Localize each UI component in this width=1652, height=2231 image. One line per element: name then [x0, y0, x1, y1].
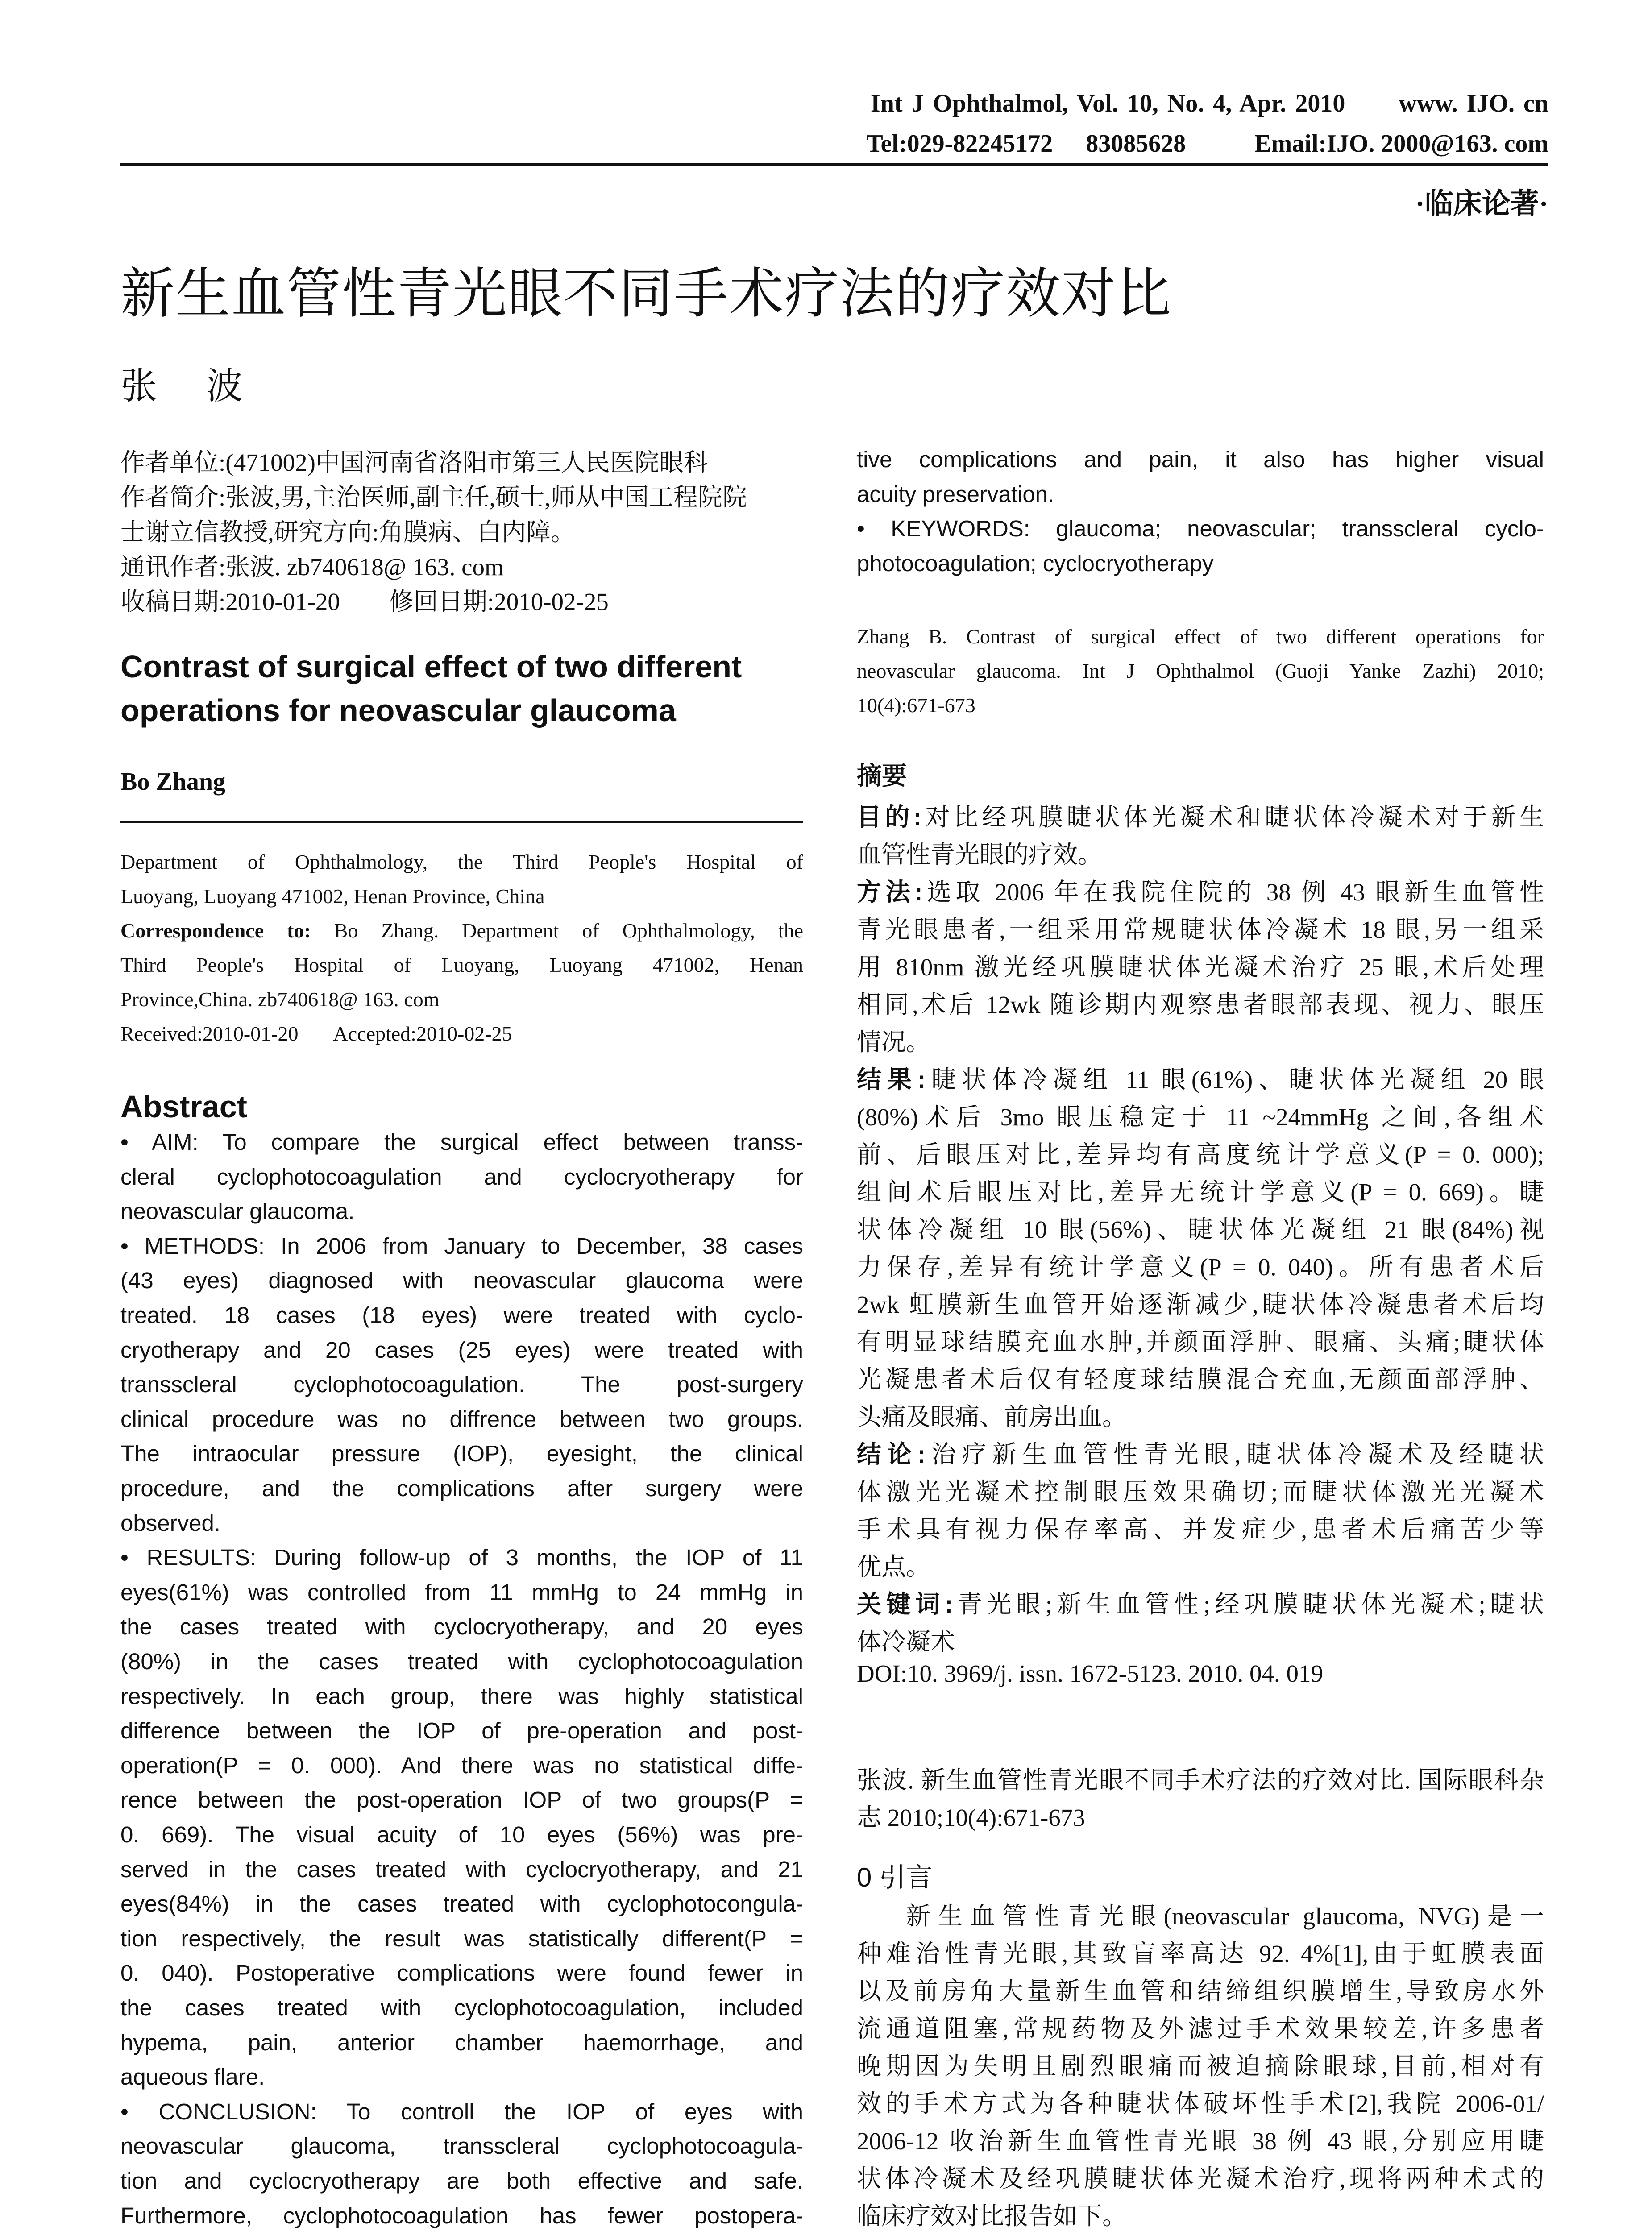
- journal-contact-line: [866, 129, 1548, 158]
- intro-line: 状体冷凝术及经巩膜睫状体光凝术治疗,现将两种术式的: [857, 2165, 1544, 2192]
- abstract-line: the cases treated with cyclocryotherapy, and 20 eyes: [120, 1614, 803, 1640]
- section-tag: ·临床论著·: [1415, 188, 1548, 220]
- citation-cn-line: 志 2010;10(4):671-673: [857, 1804, 1085, 1831]
- abstract-line: tive complications and pain, it also has higher visual: [857, 447, 1544, 472]
- header-rule: [120, 163, 1548, 166]
- zhaiyao-line: 情况。: [857, 1028, 931, 1056]
- intro-line: 新生血管性青光眼(neovascular glaucoma, NVG)是一: [906, 1903, 1544, 1930]
- abstract-line: tion respectively, the result was statistically different(P =: [120, 1925, 803, 1951]
- author-rule: [120, 821, 803, 823]
- zhaiyao-section-label: 结论:: [857, 1440, 926, 1468]
- abstract-heading: Abstract: [120, 1089, 247, 1124]
- journal-issue: Int J Ophthalmol, Vol. 10, No. 4, Apr. 2010: [870, 90, 1345, 117]
- zhaiyao-line: 优点。: [857, 1553, 931, 1580]
- affiliation-en-line: Department of Ophthalmology, the Third People's Hospital of: [120, 850, 803, 873]
- zhaiyao-section-label: 目的:: [857, 803, 922, 831]
- abstract-line: tion and cyclocryotherapy are both effective and safe.: [120, 2168, 803, 2194]
- zhaiyao-line: 用 810nm 激光经巩膜睫状体光凝术治疗 25 眼,术后处理: [857, 954, 1544, 981]
- affiliation-en-line: Province,China. zb740618@ 163. com: [120, 988, 440, 1011]
- zhaiyao-line: 有明显球结膜充血水肿,并颜面浮肿、眼痛、头痛;睫状体: [857, 1328, 1544, 1356]
- abstract-line: cleral cyclophotocoagulation and cyclocryotherapy for: [120, 1164, 803, 1190]
- abstract-line: • RESULTS: During follow-up of 3 months, the IOP of 11: [120, 1545, 803, 1571]
- abstract-line: (80%) in the cases treated with cyclophotocoagulation: [120, 1649, 803, 1674]
- abstract-line: rence between the post-operation IOP of two groups(P =: [120, 1787, 803, 1813]
- author-en: Bo Zhang: [120, 768, 225, 796]
- abstract-line: served in the cases treated with cyclocryotherapy, and 21: [120, 1856, 803, 1882]
- journal-email: Email:IJO. 2000@163. com: [1254, 130, 1548, 158]
- zhaiyao-section-label: 结果:: [857, 1066, 926, 1093]
- abstract-line: • CONCLUSION: To controll the IOP of eyes with: [120, 2098, 803, 2124]
- abstract-line: eyes(61%) was controlled from 11 mmHg to 24 mmHg in: [120, 1579, 803, 1605]
- zhaiyao-heading: 摘要: [857, 762, 907, 790]
- abstract-line: clinical procedure was no diffrence between two groups.: [120, 1406, 803, 1432]
- abstract-line: neovascular glaucoma, transscleral cyclophotocoagula-: [120, 2133, 803, 2159]
- journal-citation-line: [871, 89, 1548, 118]
- abstract-line: procedure, and the complications after surgery were: [120, 1476, 803, 1501]
- paper-title-en-line: operations for neovascular glaucoma: [120, 693, 676, 728]
- abstract-line: • AIM: To compare the surgical effect between transs-: [120, 1129, 803, 1155]
- citation-cn-line: 张波. 新生血管性青光眼不同手术疗法的疗效对比. 国际眼科杂: [857, 1767, 1544, 1794]
- zhaiyao-line: 体激光光凝术控制眼压效果确切;而睫状体激光光凝术: [857, 1478, 1544, 1505]
- correspondence-label: Correspondence to:: [120, 919, 311, 942]
- intro-heading: 0 引言: [857, 1862, 933, 1892]
- abstract-line: photocoagulation; cyclocryotherapy: [857, 550, 1214, 576]
- citation-en-line: neovascular glaucoma. Int J Ophthalmol (Guoji Yanke Zazhi) 2010;: [857, 659, 1544, 682]
- abstract-line: eyes(84%) in the cases treated with cyclophotocongula-: [120, 1891, 803, 1917]
- abstract-line: hypema, pain, anterior chamber haemorrhage, and: [120, 2029, 803, 2055]
- zhaiyao-line: 状体冷凝组 10 眼(56%)、睫状体光凝组 21 眼(84%)视: [857, 1216, 1544, 1243]
- zhaiyao-line: 目的:对比经巩膜睫状体光凝术和睫状体冷凝术对于新生: [857, 803, 1544, 831]
- zhaiyao-line: 相同,术后 12wk 随诊期内观察患者眼部表现、视力、眼压: [857, 991, 1544, 1018]
- abstract-line: observed.: [120, 1510, 220, 1536]
- affiliation-en-line: Luoyang, Luoyang 471002, Henan Province, China: [120, 885, 545, 908]
- intro-line: 临床疗效对比报告如下。: [857, 2202, 1127, 2230]
- zhaiyao-line: 结论:治疗新生血管性青光眼,睫状体冷凝术及经睫状: [857, 1440, 1544, 1468]
- intro-line: 流通道阻塞,常规药物及外滤过手术效果较差,许多患者: [857, 2015, 1544, 2042]
- abstract-line: treated. 18 cases (18 eyes) were treated with cyclo-: [120, 1302, 803, 1328]
- intro-line: 效的手术方式为各种睫状体破坏性手术[2],我院 2006-01/: [857, 2090, 1544, 2117]
- intro-line: 2006-12 收治新生血管性青光眼 38 例 43 眼,分别应用睫: [857, 2127, 1544, 2155]
- zhaiyao-line: 青光眼患者,一组采用常规睫状体冷凝术 18 眼,另一组采: [857, 916, 1544, 943]
- journal-tel: Tel:029-82245172: [866, 130, 1053, 158]
- affiliation-en-line: Received:2010-01-20 Accepted:2010-02-25: [120, 1022, 512, 1045]
- zhaiyao-section-label: 关键词:: [857, 1590, 953, 1618]
- abstract-line: Furthermore, cyclophotocoagulation has fewer postopera-: [120, 2202, 803, 2228]
- citation-en-line: 10(4):671-673: [857, 694, 975, 717]
- affiliation-en-line: Correspondence to: Bo Zhang. Department of Ophthalmology, the: [120, 919, 803, 942]
- zhaiyao-line: 前、后眼压对比,差异均有高度统计学意义(P = 0. 000);: [857, 1141, 1544, 1168]
- zhaiyao-line: 头痛及眼痛、前房出血。: [857, 1403, 1127, 1431]
- abstract-line: 0. 040). Postoperative complications were found fewer in: [120, 1960, 803, 1986]
- affiliation-cn-line: 作者简介:张波,男,主治医师,副主任,硕士,师从中国工程院院: [120, 484, 747, 511]
- zhaiyao-line: (80%)术后 3mo 眼压稳定于 11 ~24mmHg 之间,各组术: [857, 1103, 1544, 1131]
- abstract-line: The intraocular pressure (IOP), eyesight, the clinical: [120, 1441, 803, 1467]
- zhaiyao-line: 体冷凝术: [857, 1628, 955, 1655]
- affiliation-cn-line: 通讯作者:张波. zb740618@ 163. com: [120, 553, 504, 581]
- zhaiyao-line: 光凝患者术后仅有轻度球结膜混合充血,无颜面部浮肿、: [857, 1366, 1544, 1393]
- abstract-line: the cases treated with cyclophotocoagulation, included: [120, 1995, 803, 2020]
- abstract-line: difference between the IOP of pre-operation and post-: [120, 1718, 803, 1744]
- author-cn: 张波: [120, 366, 292, 406]
- zhaiyao-line: 结果:睫状体冷凝组 11 眼(61%)、睫状体光凝组 20 眼: [857, 1066, 1544, 1093]
- zhaiyao-line: 血管性青光眼的疗效。: [857, 841, 1103, 868]
- abstract-line: (43 eyes) diagnosed with neovascular glaucoma were: [120, 1268, 803, 1294]
- zhaiyao-section-label: 方法:: [857, 878, 923, 906]
- zhaiyao-line: 方法:选取 2006 年在我院住院的 38 例 43 眼新生血管性: [857, 878, 1544, 906]
- intro-line: 种难治性青光眼,其致盲率高达 92. 4%[1],由于虹膜表面: [857, 1940, 1544, 1967]
- zhaiyao-line: 2wk 虹膜新生血管开始逐渐减少,睫状体冷凝患者术后均: [857, 1291, 1544, 1318]
- zhaiyao-line: 关键词:青光眼;新生血管性;经巩膜睫状体光凝术;睫状: [857, 1590, 1544, 1618]
- abstract-line: • METHODS: In 2006 from January to December, 38 cases: [120, 1233, 803, 1259]
- zhaiyao-line: 力保存,差异有统计学意义(P = 0. 040)。所有患者术后: [857, 1253, 1544, 1281]
- intro-line: 以及前房角大量新生血管和结缔组织膜增生,导致房水外: [857, 1978, 1544, 2005]
- abstract-line: • KEYWORDS: glaucoma; neovascular; transscleral cyclo-: [857, 516, 1544, 542]
- affiliation-cn-line: 士谢立信教授,研究方向:角膜病、白内障。: [120, 518, 576, 546]
- abstract-line: acuity preservation.: [857, 481, 1054, 507]
- abstract-line: transscleral cyclophotocoagulation. The post-surgery: [120, 1372, 803, 1397]
- abstract-line: 0. 669). The visual acuity of 10 eyes (56%) was pre-: [120, 1822, 803, 1847]
- citation-en-line: Zhang B. Contrast of surgical effect of two different operations for: [857, 625, 1544, 648]
- paper-title-cn: 新生血管性青光眼不同手术疗法的疗效对比: [120, 263, 1172, 324]
- abstract-line: neovascular glaucoma.: [120, 1198, 355, 1224]
- affiliation-en-line: Third People's Hospital of Luoyang, Luoyang 471002, Henan: [120, 954, 803, 976]
- intro-line: 晚期因为失明且剧烈眼痛而被迫摘除眼球,目前,相对有: [857, 2053, 1544, 2080]
- journal-tel2: 83085628: [1086, 130, 1186, 158]
- zhaiyao-line: 组间术后眼压对比,差异无统计学意义(P = 0. 669)。睫: [857, 1178, 1544, 1206]
- zhaiyao-line: DOI:10. 3969/j. issn. 1672-5123. 2010. 04. 019: [857, 1660, 1323, 1687]
- paper-title-en: [120, 645, 817, 732]
- affiliation-cn-line: 收稿日期:2010-01-20 修回日期:2010-02-25: [120, 588, 609, 615]
- abstract-line: aqueous flare.: [120, 2064, 265, 2090]
- abstract-line: cryotherapy and 20 cases (25 eyes) were treated with: [120, 1337, 803, 1363]
- journal-website: www. IJO. cn: [1399, 90, 1548, 117]
- paper-title-en-line: Contrast of surgical effect of two different: [120, 649, 742, 684]
- abstract-line: respectively. In each group, there was highly statistical: [120, 1683, 803, 1709]
- abstract-line: operation(P = 0. 000). And there was no statistical diffe-: [120, 1752, 803, 1778]
- affiliation-cn-line: 作者单位:(471002)中国河南省洛阳市第三人民医院眼科: [120, 449, 708, 476]
- zhaiyao-line: 手术具有视力保存率高、并发症少,患者术后痛苦少等: [857, 1516, 1544, 1543]
